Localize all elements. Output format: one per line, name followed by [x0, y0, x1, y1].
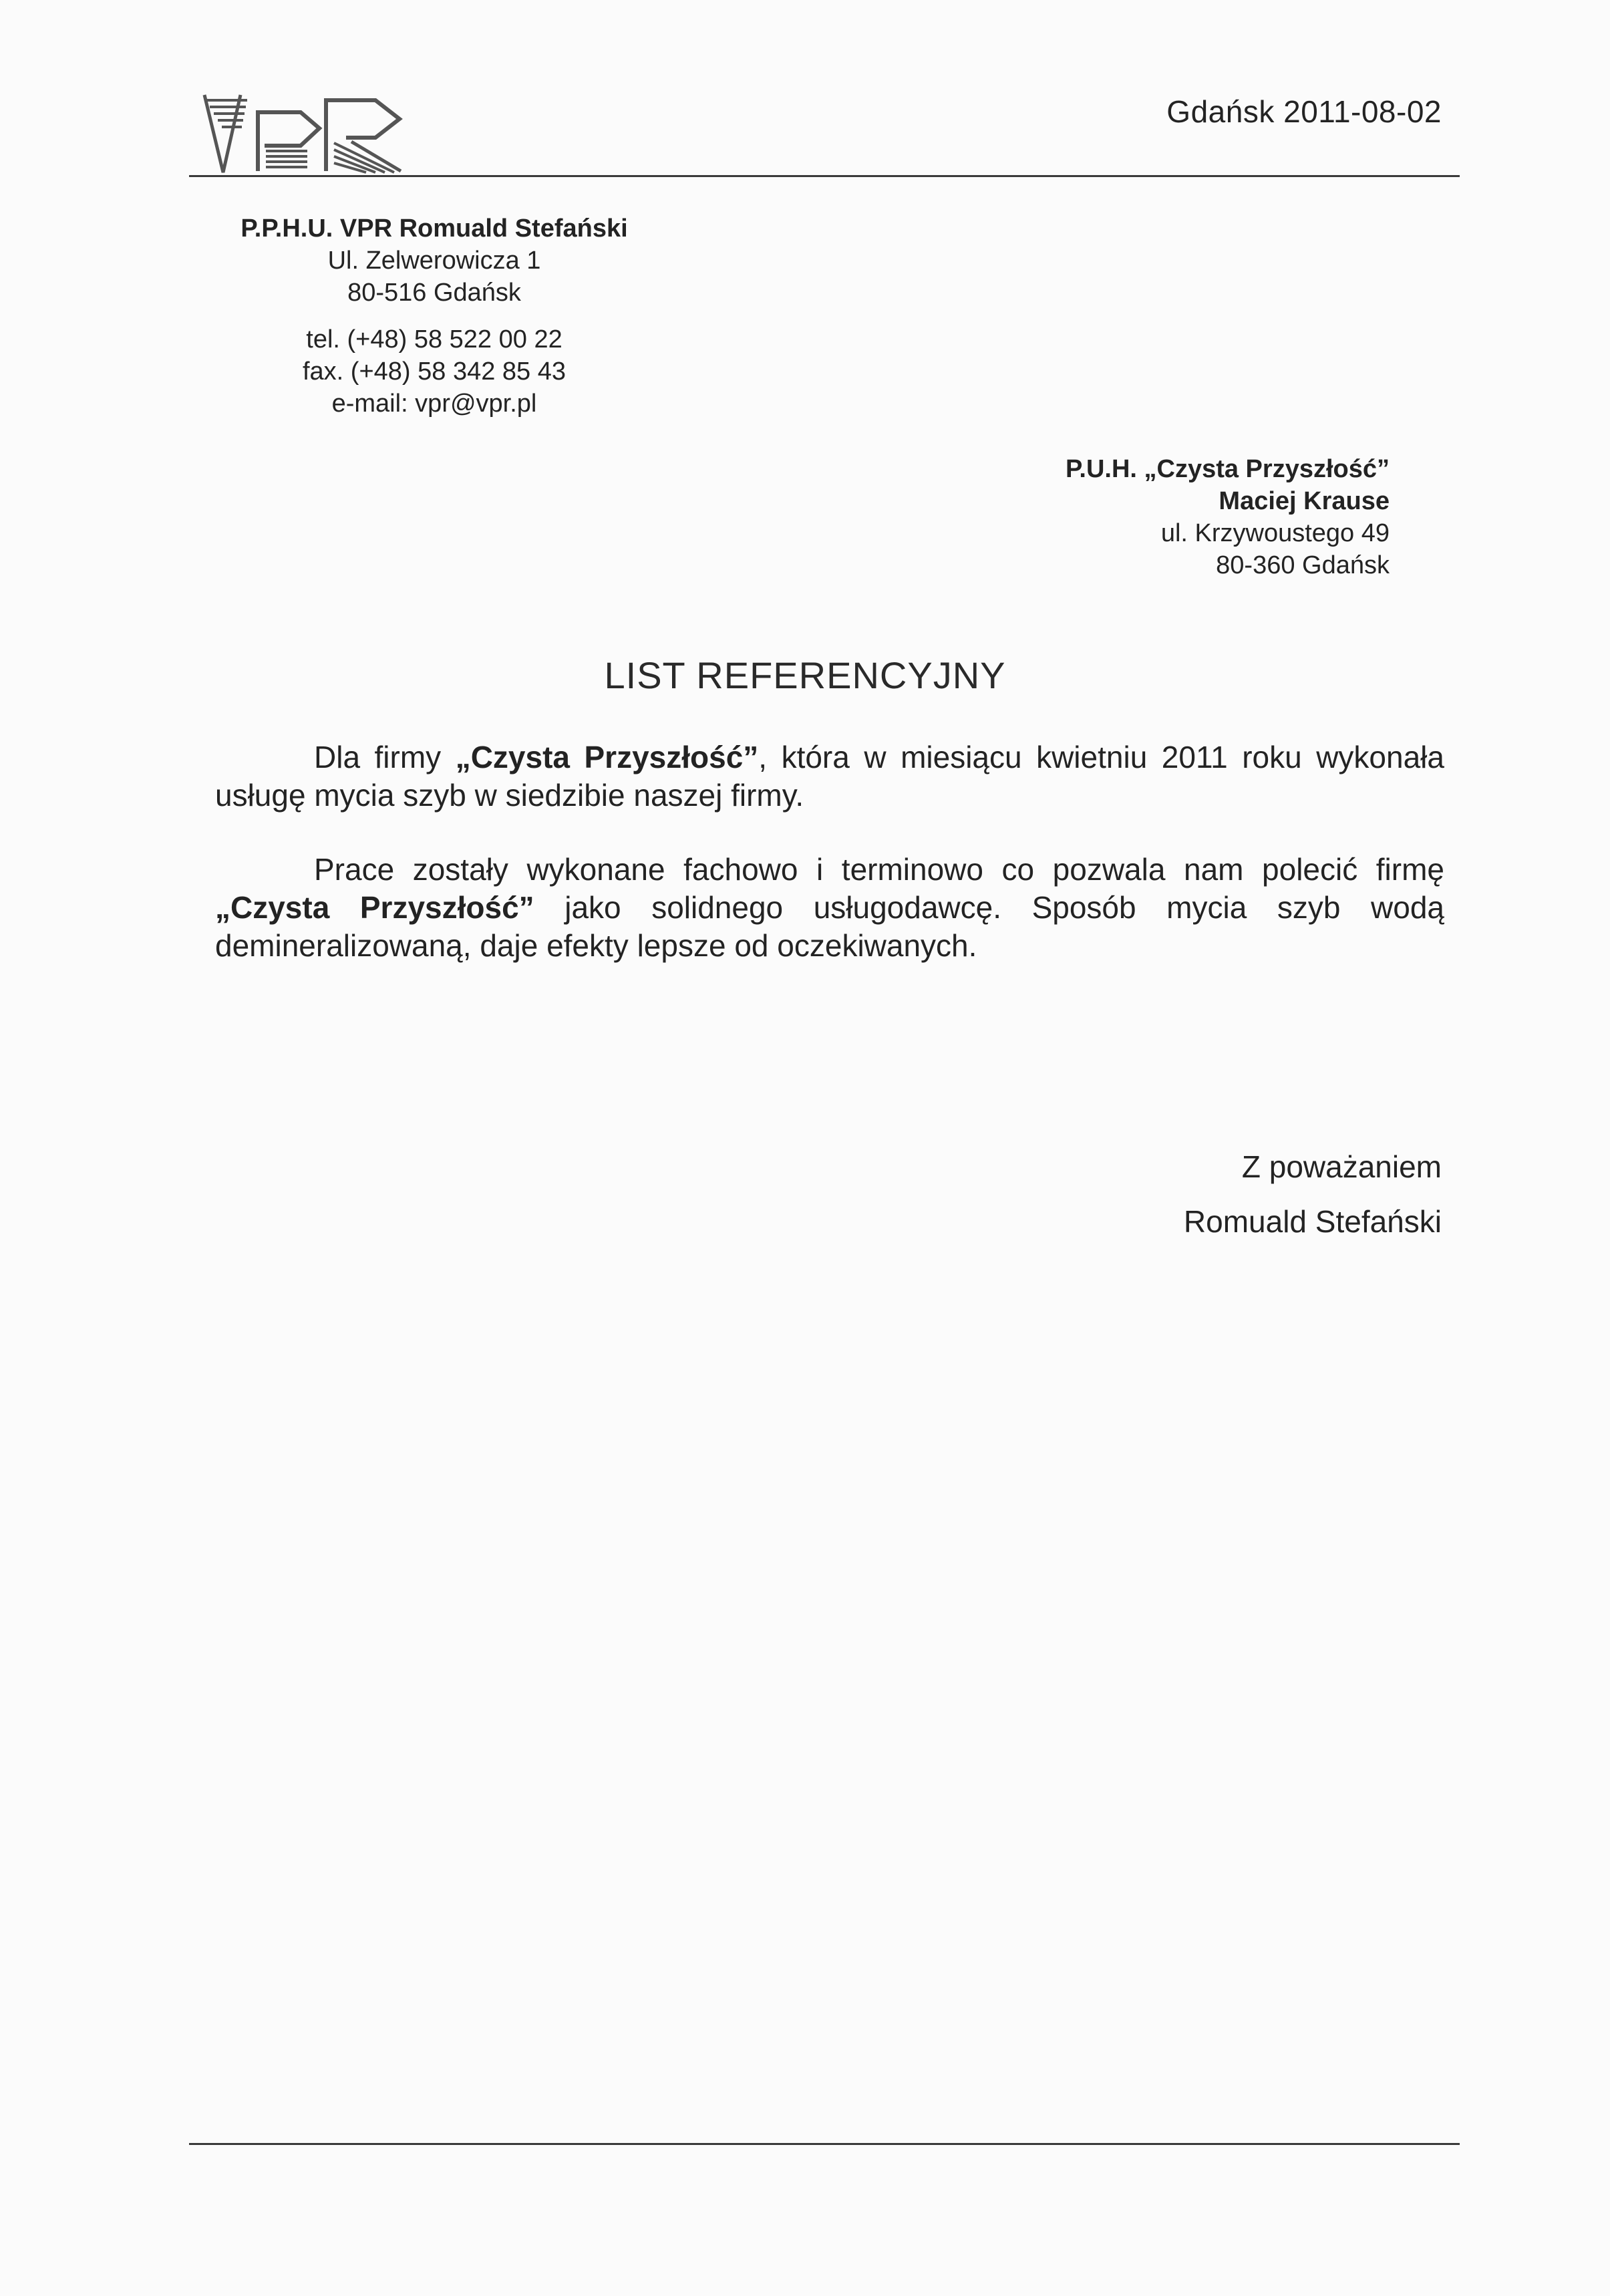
letter-date: Gdańsk 2011-08-02 — [1166, 94, 1442, 129]
sender-fax: fax. (+48) 58 342 85 43 — [302, 357, 566, 386]
p1-text-c: , która w miesiącu kwietniu 2011 roku wykonała usługę mycia szyb w siedzibie naszej firmy. — [215, 740, 1444, 813]
recipient-street: ul. Krzywoustego 49 — [1160, 519, 1390, 547]
recipient-person: Maciej Krause — [1219, 487, 1390, 515]
vpr-logo — [200, 86, 428, 179]
body-paragraph-2 — [215, 851, 1444, 965]
closing-block — [1184, 1139, 1442, 1249]
closing-signature: Romuald Stefański — [1183, 1204, 1442, 1239]
footer-divider — [189, 2143, 1460, 2145]
sender-address-block — [194, 212, 675, 420]
header-divider — [189, 175, 1460, 177]
p1-company-name: „Czysta Przyszłość” — [455, 740, 759, 774]
recipient-city: 80-360 Gdańsk — [1216, 551, 1390, 579]
p1-text-a: Dla firmy — [314, 740, 456, 774]
letter-title: LIST REFERENCYJNY — [604, 654, 1006, 696]
closing-greeting: Z poważaniem — [1241, 1149, 1442, 1184]
sender-tel: tel. (+48) 58 522 00 22 — [306, 325, 562, 353]
recipient-company: P.U.H. „Czysta Przyszłość” — [1065, 455, 1390, 483]
body-paragraph-1 — [215, 738, 1444, 815]
recipient-address-block — [788, 453, 1390, 581]
p2-text-c: jako solidnego usługodawcę. Sposób mycia szyb wodą demineralizowaną, daje efekty lepsze od oczekiwanych. — [215, 890, 1444, 963]
vpr-logo-mark — [200, 86, 428, 179]
sender-street: Ul. Zelwerowicza 1 — [327, 247, 541, 275]
sender-company: P.P.H.U. VPR Romuald Stefański — [240, 214, 628, 243]
p2-text-a: Prace zostały wykonane fachowo i terminowo co pozwala nam polecić firmę — [314, 852, 1444, 887]
sender-email: e-mail: vpr@vpr.pl — [331, 390, 537, 418]
p2-company-name: „Czysta Przyszłość” — [215, 890, 534, 925]
sender-city: 80-516 Gdańsk — [347, 279, 521, 307]
sender-spacer — [194, 309, 675, 323]
